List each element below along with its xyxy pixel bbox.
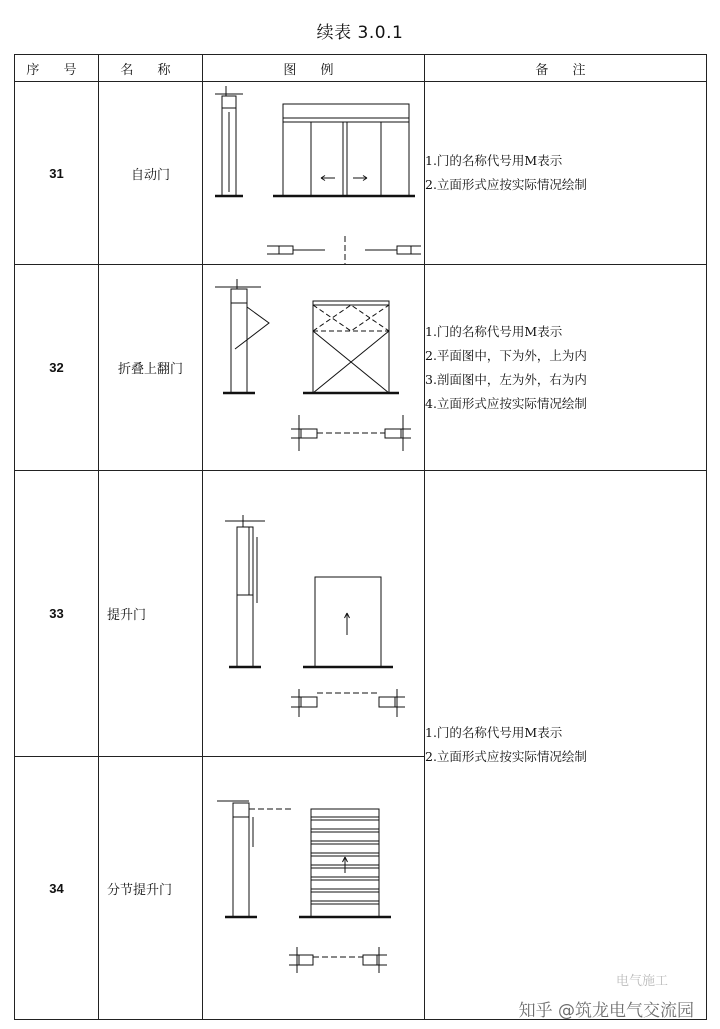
remark-item: 4.立面形式应按实际情况绘制 [425, 395, 587, 411]
remarks-list [425, 721, 706, 769]
table-title: 续表 3.0.1 [316, 23, 404, 43]
remarks-list [425, 149, 706, 197]
legend-sectional-lift-door [203, 757, 425, 1020]
remark-item: 2.平面图中，下为外，上为内 [425, 347, 587, 363]
header-remarks: 备 注 [425, 55, 707, 82]
row-name: 分节提升门 [99, 757, 203, 1020]
header-serial: 序 号 [15, 55, 99, 82]
header-legend: 图 例 [203, 55, 425, 82]
remark-item: 2.立面形式应按实际情况绘制 [425, 177, 587, 192]
remarks-list [425, 320, 706, 416]
lift-door-drawing [203, 471, 425, 756]
legend-automatic-door [203, 82, 425, 265]
row-name: 提升门 [99, 471, 203, 757]
row-number: 33 [15, 471, 99, 757]
door-legend-table [14, 54, 707, 1020]
row-number: 31 [15, 82, 99, 265]
row-number: 34 [15, 757, 99, 1020]
table-row [15, 265, 707, 471]
row-remarks [425, 265, 707, 471]
row-remarks [425, 471, 707, 1020]
automatic-door-drawing [203, 82, 425, 264]
folding-overhead-door-drawing [203, 265, 425, 470]
row-name: 自动门 [99, 82, 203, 265]
watermark-logo: 电气施工 [615, 974, 668, 989]
row-number: 32 [15, 265, 99, 471]
row-remarks [425, 82, 707, 265]
remark-item: 1.门的名称代号用M表示 [425, 725, 563, 740]
table-row [15, 471, 707, 757]
row-name: 折叠上翻门 [99, 265, 203, 471]
watermark-text: 知乎 @筑龙电气交流园 [518, 1001, 694, 1021]
remark-item: 2.立面形式应按实际情况绘制 [425, 749, 587, 764]
header-name: 名 称 [99, 55, 203, 82]
legend-lift-door [203, 471, 425, 757]
legend-folding-overhead-door [203, 265, 425, 471]
remark-item: 3.剖面图中，左为外，右为内 [425, 371, 587, 387]
table-header-row [15, 55, 707, 82]
sectional-lift-door-drawing [203, 757, 425, 1019]
remark-item: 1.门的名称代号用M表示 [425, 323, 563, 339]
remark-item: 1.门的名称代号用M表示 [425, 153, 563, 168]
table-row [15, 82, 707, 265]
